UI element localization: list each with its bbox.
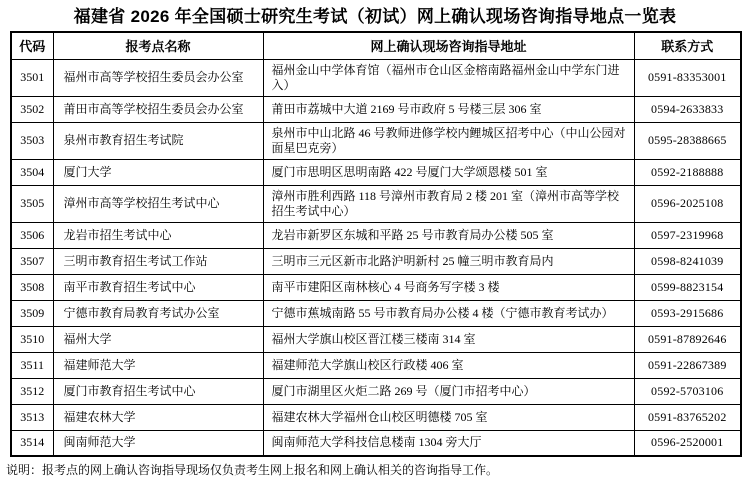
cell-phone: 0594-2633833 xyxy=(634,96,741,122)
cell-phone: 0596-2025108 xyxy=(634,185,741,222)
table-row xyxy=(11,326,741,352)
cell-code: 3505 xyxy=(11,185,53,222)
cell-site-name: 南平市教育招生考试中心 xyxy=(53,274,263,300)
table-row xyxy=(11,222,741,248)
cell-code: 3503 xyxy=(11,122,53,159)
cell-address: 三明市三元区新市北路沪明新村 25 幢三明市教育局内 xyxy=(263,248,634,274)
cell-site-name: 三明市教育招生考试工作站 xyxy=(53,248,263,274)
cell-code: 3509 xyxy=(11,300,53,326)
cell-site-name: 闽南师范大学 xyxy=(53,430,263,456)
cell-address: 宁德市蕉城南路 55 号市教育局办公楼 4 楼（宁德市教育考试办） xyxy=(263,300,634,326)
col-header-site-name: 报考点名称 xyxy=(53,32,263,59)
page-title: 福建省 2026 年全国硕士研究生考试（初试）网上确认现场咨询指导地点一览表 xyxy=(73,7,677,26)
cell-phone: 0591-22867389 xyxy=(634,352,741,378)
cell-site-name: 福建农林大学 xyxy=(53,404,263,430)
table-header xyxy=(11,32,741,59)
cell-site-name: 龙岩市招生考试中心 xyxy=(53,222,263,248)
table-row xyxy=(11,96,741,122)
col-header-contact: 联系方式 xyxy=(634,32,741,59)
cell-phone: 0592-2188888 xyxy=(634,159,741,185)
cell-address: 南平市建阳区南林核心 4 号商务写字楼 3 楼 xyxy=(263,274,634,300)
table-row xyxy=(11,159,741,185)
cell-code: 3502 xyxy=(11,96,53,122)
cell-phone: 0599-8823154 xyxy=(634,274,741,300)
cell-address: 漳州市胜利西路 118 号漳州市教育局 2 楼 201 室（漳州市高等学校招生考试中心） xyxy=(263,185,634,222)
cell-site-name: 泉州市教育招生考试院 xyxy=(53,122,263,159)
table-row xyxy=(11,430,741,456)
header-row xyxy=(11,32,741,59)
table-row xyxy=(11,274,741,300)
cell-address: 福州金山中学体育馆（福州市仓山区金榕南路福州金山中学东门进入） xyxy=(263,59,634,96)
cell-phone: 0595-28388665 xyxy=(634,122,741,159)
cell-address: 莆田市荔城中大道 2169 号市政府 5 号楼三层 306 室 xyxy=(263,96,634,122)
table-row xyxy=(11,59,741,96)
cell-phone: 0591-83353001 xyxy=(634,59,741,96)
col-header-code: 代码 xyxy=(11,32,53,59)
cell-phone: 0591-83765202 xyxy=(634,404,741,430)
cell-address: 福建师范大学旗山校区行政楼 406 室 xyxy=(263,352,634,378)
cell-code: 3511 xyxy=(11,352,53,378)
table-row xyxy=(11,352,741,378)
cell-code: 3514 xyxy=(11,430,53,456)
table-row xyxy=(11,248,741,274)
cell-site-name: 宁德市教育局教育考试办公室 xyxy=(53,300,263,326)
footnote: 说明：报考点的网上确认咨询指导现场仅负责考生网上报名和网上确认相关的咨询指导工作。 xyxy=(6,463,499,477)
cell-address: 泉州市中山北路 46 号教师进修学校内鲤城区招考中心（中山公园对面星巴克旁） xyxy=(263,122,634,159)
cell-site-name: 福州大学 xyxy=(53,326,263,352)
cell-code: 3507 xyxy=(11,248,53,274)
cell-code: 3504 xyxy=(11,159,53,185)
cell-code: 3510 xyxy=(11,326,53,352)
cell-site-name: 厦门大学 xyxy=(53,159,263,185)
cell-address: 龙岩市新罗区东城和平路 25 号市教育局办公楼 505 室 xyxy=(263,222,634,248)
cell-phone: 0593-2915686 xyxy=(634,300,741,326)
table-body xyxy=(11,59,741,456)
cell-code: 3513 xyxy=(11,404,53,430)
cell-site-name: 莆田市高等学校招生委员会办公室 xyxy=(53,96,263,122)
cell-code: 3508 xyxy=(11,274,53,300)
cell-address: 闽南师范大学科技信息楼南 1304 旁大厅 xyxy=(263,430,634,456)
cell-site-name: 福州市高等学校招生委员会办公室 xyxy=(53,59,263,96)
cell-code: 3512 xyxy=(11,378,53,404)
cell-address: 福州大学旗山校区晋江楼三楼南 314 室 xyxy=(263,326,634,352)
locations-table xyxy=(10,31,742,457)
cell-site-name: 漳州市高等学校招生考试中心 xyxy=(53,185,263,222)
cell-phone: 0598-8241039 xyxy=(634,248,741,274)
table-row xyxy=(11,122,741,159)
cell-phone: 0592-5703106 xyxy=(634,378,741,404)
cell-address: 厦门市湖里区火炬二路 269 号（厦门市招考中心） xyxy=(263,378,634,404)
cell-phone: 0596-2520001 xyxy=(634,430,741,456)
cell-phone: 0591-87892646 xyxy=(634,326,741,352)
cell-phone: 0597-2319968 xyxy=(634,222,741,248)
cell-code: 3501 xyxy=(11,59,53,96)
table-row xyxy=(11,185,741,222)
col-header-address: 网上确认现场咨询指导地址 xyxy=(263,32,634,59)
table-row xyxy=(11,404,741,430)
cell-code: 3506 xyxy=(11,222,53,248)
cell-address: 福建农林大学福州仓山校区明德楼 705 室 xyxy=(263,404,634,430)
cell-site-name: 厦门市教育招生考试中心 xyxy=(53,378,263,404)
cell-site-name: 福建师范大学 xyxy=(53,352,263,378)
table-row xyxy=(11,300,741,326)
table-row xyxy=(11,378,741,404)
cell-address: 厦门市思明区思明南路 422 号厦门大学颂恩楼 501 室 xyxy=(263,159,634,185)
